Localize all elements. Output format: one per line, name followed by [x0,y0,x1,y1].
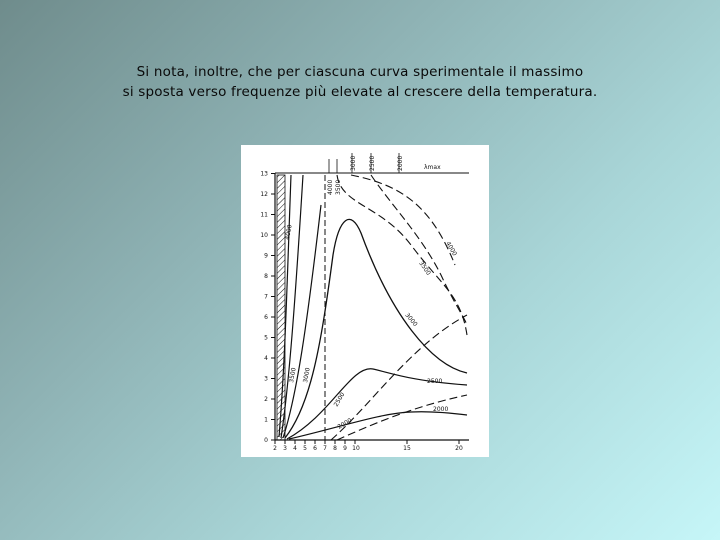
y-tick-2: 2 [264,396,268,403]
lambda-max-label: λmax [424,164,441,171]
top-label-3000: 3000 [350,155,357,171]
curve-2000-solid [289,412,467,439]
y-ticks [271,174,275,441]
x-tick-7: 7 [323,445,327,452]
curve-2000-dashed [337,395,467,440]
y-tick-labels [260,171,268,445]
top-label-2000: 2000 [397,155,404,171]
label-4000-side: 4000 [284,224,294,241]
top-wavelength-markers [327,153,441,195]
x-tick-2: 2 [273,445,277,452]
y-tick-8: 8 [264,273,268,280]
y-tick-1: 1 [264,416,268,424]
label-2500-dashed: 2500 [332,391,347,408]
label-3000-side: 3000 [302,367,312,384]
label-2500-solid: 2500 [427,378,443,385]
y-tick-5: 5 [264,334,268,342]
y-tick-13: 13 [260,170,268,178]
y-tick-4: 4 [264,355,268,362]
x-tick-15: 15 [403,445,411,452]
x-tick-3: 3 [283,445,287,452]
x-tick-labels [273,445,463,452]
x-tick-20: 20 [455,445,463,452]
curve-3500-dashed [337,175,467,335]
x-tick-9: 9 [343,445,347,452]
y-tick-10: 10 [260,232,268,239]
label-3500-side: 3500 [288,367,298,384]
top-label-2500: 2500 [369,155,376,171]
caption-text [0,62,720,102]
curve-4000-dashed [351,175,455,265]
label-3000-dashed: 3000 [403,311,419,328]
y-tick-6: 6 [264,314,268,321]
x-tick-5: 5 [303,445,307,452]
caption-line-2: si sposta verso frequenze più elevate al crescere della temperatura. [122,84,598,100]
figure-svg [241,145,489,457]
y-tick-12: 12 [260,191,268,198]
label-4000-dashed: 4000 [444,240,458,258]
label-2000-dashed: 2000 [336,417,354,431]
blackbody-curves-figure [241,145,489,457]
x-tick-8: 8 [333,445,337,452]
x-tick-6: 6 [313,445,317,452]
x-tick-10: 10 [352,445,360,452]
y-tick-7: 7 [264,293,268,301]
label-3500-dashed: 3500 [417,260,432,277]
caption-line-1: Si nota, inoltre, che per ciascuna curva sperimentale il massimo [136,64,584,80]
label-2000-solid: 2000 [433,406,449,413]
y-tick-11: 11 [260,211,268,219]
y-tick-3: 3 [264,375,268,383]
x-tick-4: 4 [293,445,297,452]
y-tick-9: 9 [264,252,268,260]
y-tick-0: 0 [264,437,268,444]
top-label-3500: 3500 [335,179,342,195]
top-label-4000: 4000 [327,179,334,195]
